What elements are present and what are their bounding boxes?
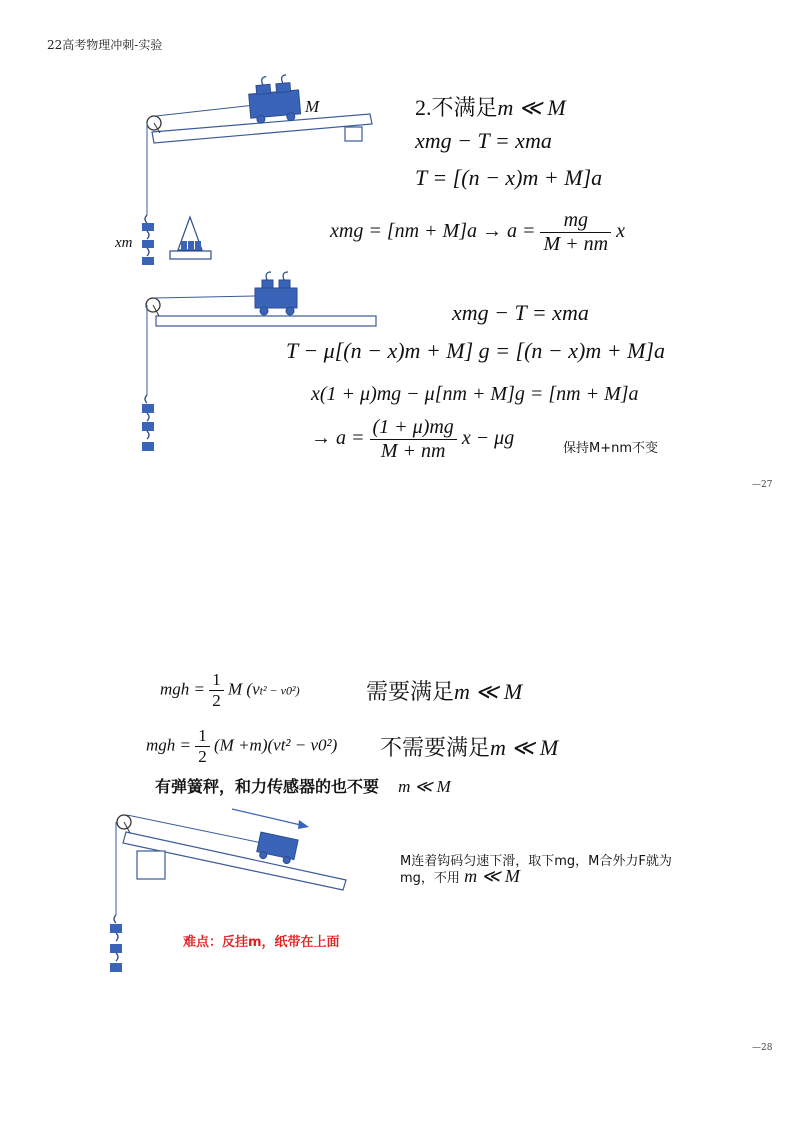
eqA-rest: t² − v0²) xyxy=(259,683,300,698)
section2-eq1: xmg − T = xma xyxy=(452,300,589,325)
eq4-tail: x − μg xyxy=(461,427,515,450)
eq4-numerator: (1 + μ)mg xyxy=(370,416,457,440)
eqA-tail: M (v xyxy=(228,679,260,699)
eq4-denominator: M + nm xyxy=(380,440,446,462)
statement-condition: m ≪ M xyxy=(398,777,451,796)
eqA-condition: m ≪ M xyxy=(454,679,523,704)
page-header: 22高考物理冲刺-实验 xyxy=(47,38,163,52)
statement-text: 有弹簧秤，和力传感器的也不要 xyxy=(155,777,380,796)
support-block-3 xyxy=(137,851,165,879)
label-xm: xm xyxy=(115,235,133,251)
eqA-denominator: 2 xyxy=(212,691,221,710)
eqB-condition: m ≪ M xyxy=(490,735,559,760)
title-text: 不满足 xyxy=(431,96,498,121)
page-number-27: —27 xyxy=(752,480,773,490)
section3-note-line2 xyxy=(400,866,520,887)
eq3-tail: x xyxy=(616,220,625,243)
eq4-left: → a = xyxy=(311,427,365,450)
eqB-tail: (M +m)(vt² − v0²) xyxy=(214,735,338,755)
eq3-left: xmg = [nm + M]a → a = xyxy=(330,220,536,243)
label-mass-M: M xyxy=(305,97,320,116)
section2-eq3: x(1 + μ)mg − μ[nm + M]g = [nm + M]a xyxy=(311,383,639,405)
section1-eq2: T = [(n − x)m + M]a xyxy=(415,165,603,190)
section2-eq2: T − μ[(n − x)m + M] g = [(n − x)m + M]a xyxy=(286,338,665,363)
hanging-masses-3 xyxy=(110,915,122,972)
eq3-numerator: mg xyxy=(540,209,611,233)
eqA-left: mgh = xyxy=(160,679,205,699)
eqB-left: mgh = xyxy=(146,735,191,755)
eqB-denominator: 2 xyxy=(198,747,207,766)
eqB-note-text: 不需要满足 xyxy=(380,736,491,761)
title-condition: m ≪ M xyxy=(497,95,566,120)
section3-note-line1: M连着钩码匀速下滑，取下mg，M合外力F就为 xyxy=(400,854,672,869)
section2-note: 保持M+nm不变 xyxy=(563,441,659,456)
page-number-28: —28 xyxy=(752,1043,773,1053)
note-line2-text: mg，不用 xyxy=(400,871,460,886)
eqB-numerator: 1 xyxy=(195,726,210,747)
cart-3 xyxy=(256,832,298,865)
difficulty-note: 难点：反挂m，纸带在上面 xyxy=(183,935,340,950)
eqA-numerator: 1 xyxy=(209,670,224,691)
note-condition: m ≪ M xyxy=(464,866,520,886)
section1-eq1: xmg − T = xma xyxy=(415,128,552,153)
motion-arrow xyxy=(232,809,305,826)
eqA-note-text: 需要满足 xyxy=(366,680,455,705)
eq3-denominator: M + nm xyxy=(543,233,609,255)
title-number: 2. xyxy=(415,95,432,120)
